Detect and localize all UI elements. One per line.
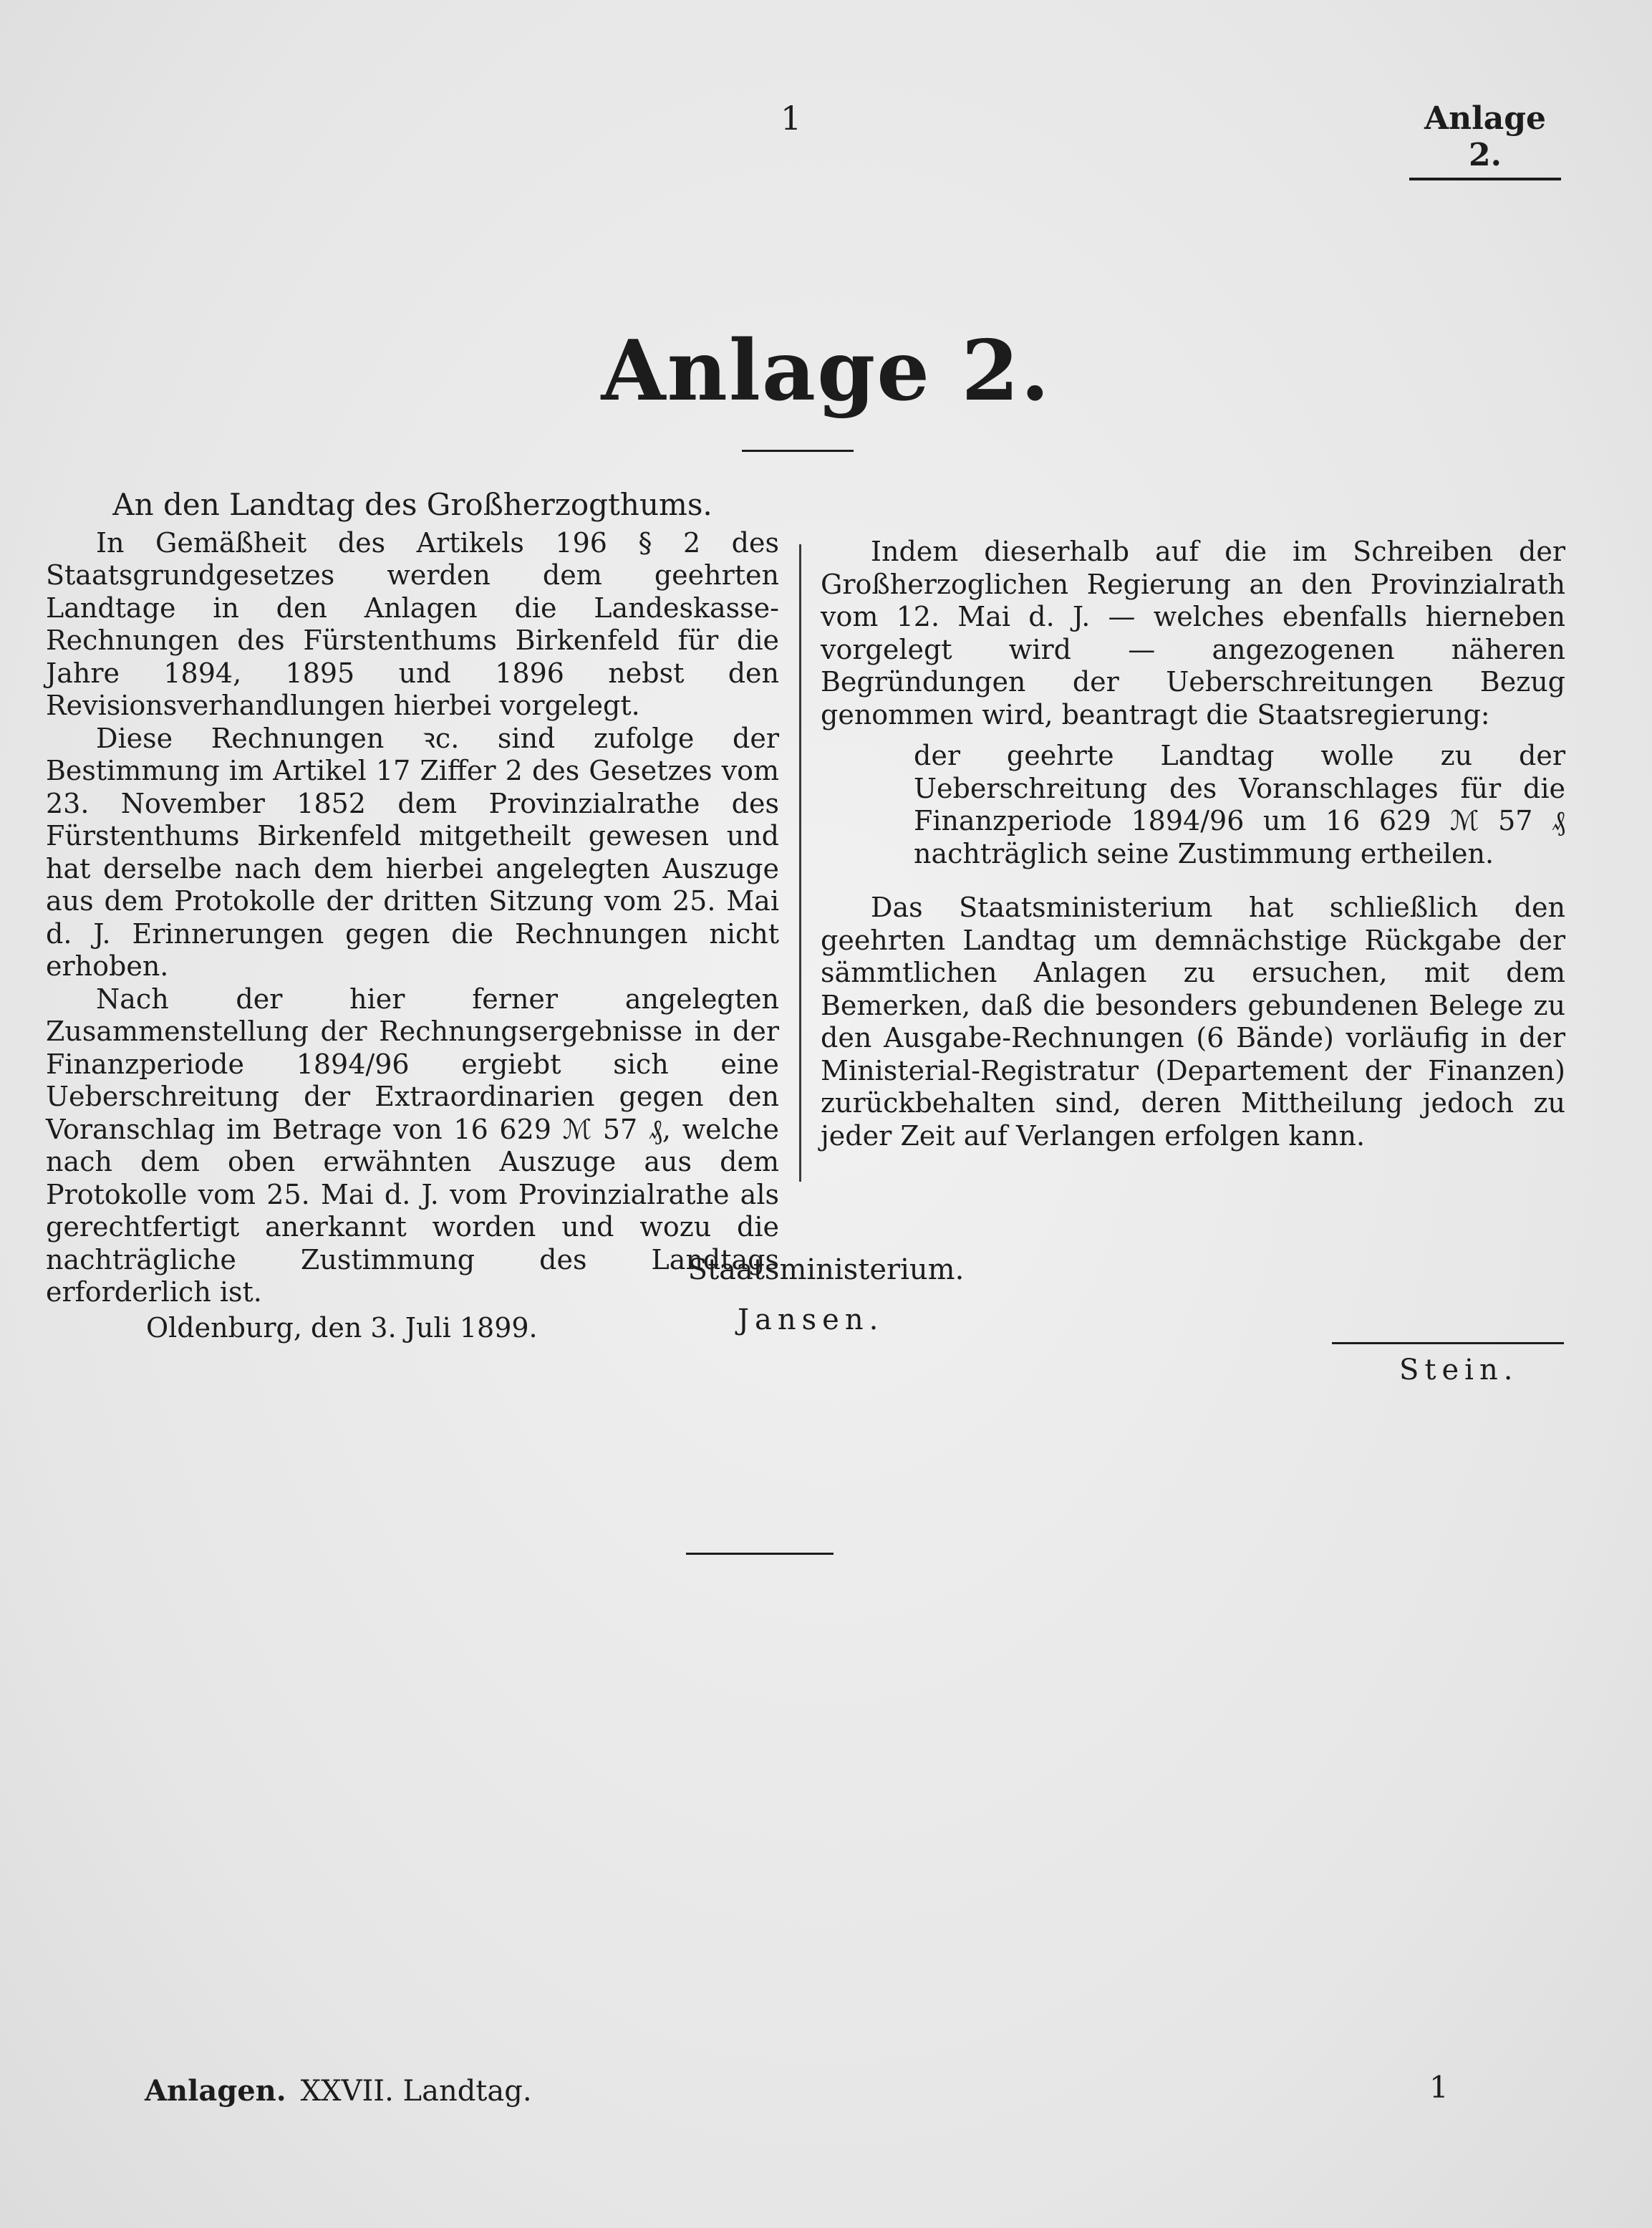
address-line: An den Landtag des Großherzogthums. (112, 487, 713, 522)
column-divider (799, 544, 801, 1182)
right-paragraph-2: Das Staatsministerium hat schließlich den geehrten Landtag um demnächstige Rückgabe der sämmtlichen Anlagen zu ersuchen, mit dem Bemerken, daß die besonders gebundenen Belege zu den Ausgabe-Rechnungen (6 Bände) vorläufig in der Ministerial-Registratur (Departement der Finanzen) zurückbehalten sind, deren Mittheilung jedoch zu jeder Zeit auf Verlangen erfolgen kann. (821, 892, 1565, 1152)
footer-label (145, 2074, 532, 2108)
title-rule (742, 450, 854, 452)
page-number-top: 1 (781, 99, 802, 138)
closing-rule (686, 1553, 834, 1555)
right-paragraph-1: Indem dieserhalb auf die im Schreiben der Großherzoglichen Regierung an den Provinzialrath vom 12. Mai d. J. — welches ebenfalls hierneben vorgelegt wird — angezogenen näheren Begründungen der Ueberschreitungen Bezug genommen wird, beantragt die Staatsregierung: (821, 536, 1565, 730)
signature-name-2: Stein. (1399, 1354, 1519, 1387)
motion-text: der geehrte Landtag wolle zu der Ueberschreitung des Voranschlages für die Finanzperiode 1894/96 um 16 629 ℳ 57 ₰ nachträglich seine Zustimmung ertheilen. (914, 740, 1565, 869)
left-paragraph-3: Nach der hier ferner angelegten Zusammenstellung der Rechnungsergebnisse in der Finanzperiode 1894/96 ergiebt sich eine Ueberschreitung der Extraordinarien gegen den Voranschlag im Betrage von 16 629 ℳ 57 ₰, welche nach dem oben erwähnten Auszuge aus dem Protokolle vom 25. Mai d. J. vom Provinzialrathe als gerechtfertigt anerkannt worden und wozu die nachträgliche Zustimmung des Landtags erforderlich ist. (46, 983, 779, 1308)
signature-ministry: Staatsministerium. (687, 1253, 965, 1286)
dateline: Oldenburg, den 3. Juli 1899. (146, 1311, 538, 1344)
header-annex-label: Anlage 2. (1409, 100, 1561, 180)
signature-name-1: Jansen. (738, 1303, 884, 1336)
left-column (46, 488, 779, 1344)
signature-rule (1332, 1342, 1564, 1344)
footer-session: XXVII. Landtag. (300, 2075, 532, 2108)
right-column (821, 536, 1565, 1152)
footer-anlagen: Anlagen. (145, 2074, 286, 2108)
page-number-bottom: 1 (1429, 2070, 1449, 2105)
left-paragraph-1: In Gemäßheit des Artikels 196 § 2 des Staatsgrundgesetzes werden dem geehrten Landtage in den Anlagen die Landeskasse-Rechnungen des Fürstenthums Birkenfeld für die Jahre 1894, 1895 und 1896 nebst den Revisionsverhandlungen hierbei vorgelegt. (46, 526, 779, 721)
document-title: Anlage 2. (601, 322, 1051, 420)
left-paragraph-2: Diese Rechnungen ꝛc. sind zufolge der Bestimmung im Artikel 17 Ziffer 2 des Gesetzes vom 23. November 1852 dem Provinzialrathe des Fürstenthums Birkenfeld mitgetheilt gewesen und hat derselbe nach dem hierbei angelegten Auszuge aus dem Protokolle der dritten Sitzung vom 25. Mai d. J. Erinnerungen gegen die Rechnungen nicht erhoben. (46, 722, 779, 982)
